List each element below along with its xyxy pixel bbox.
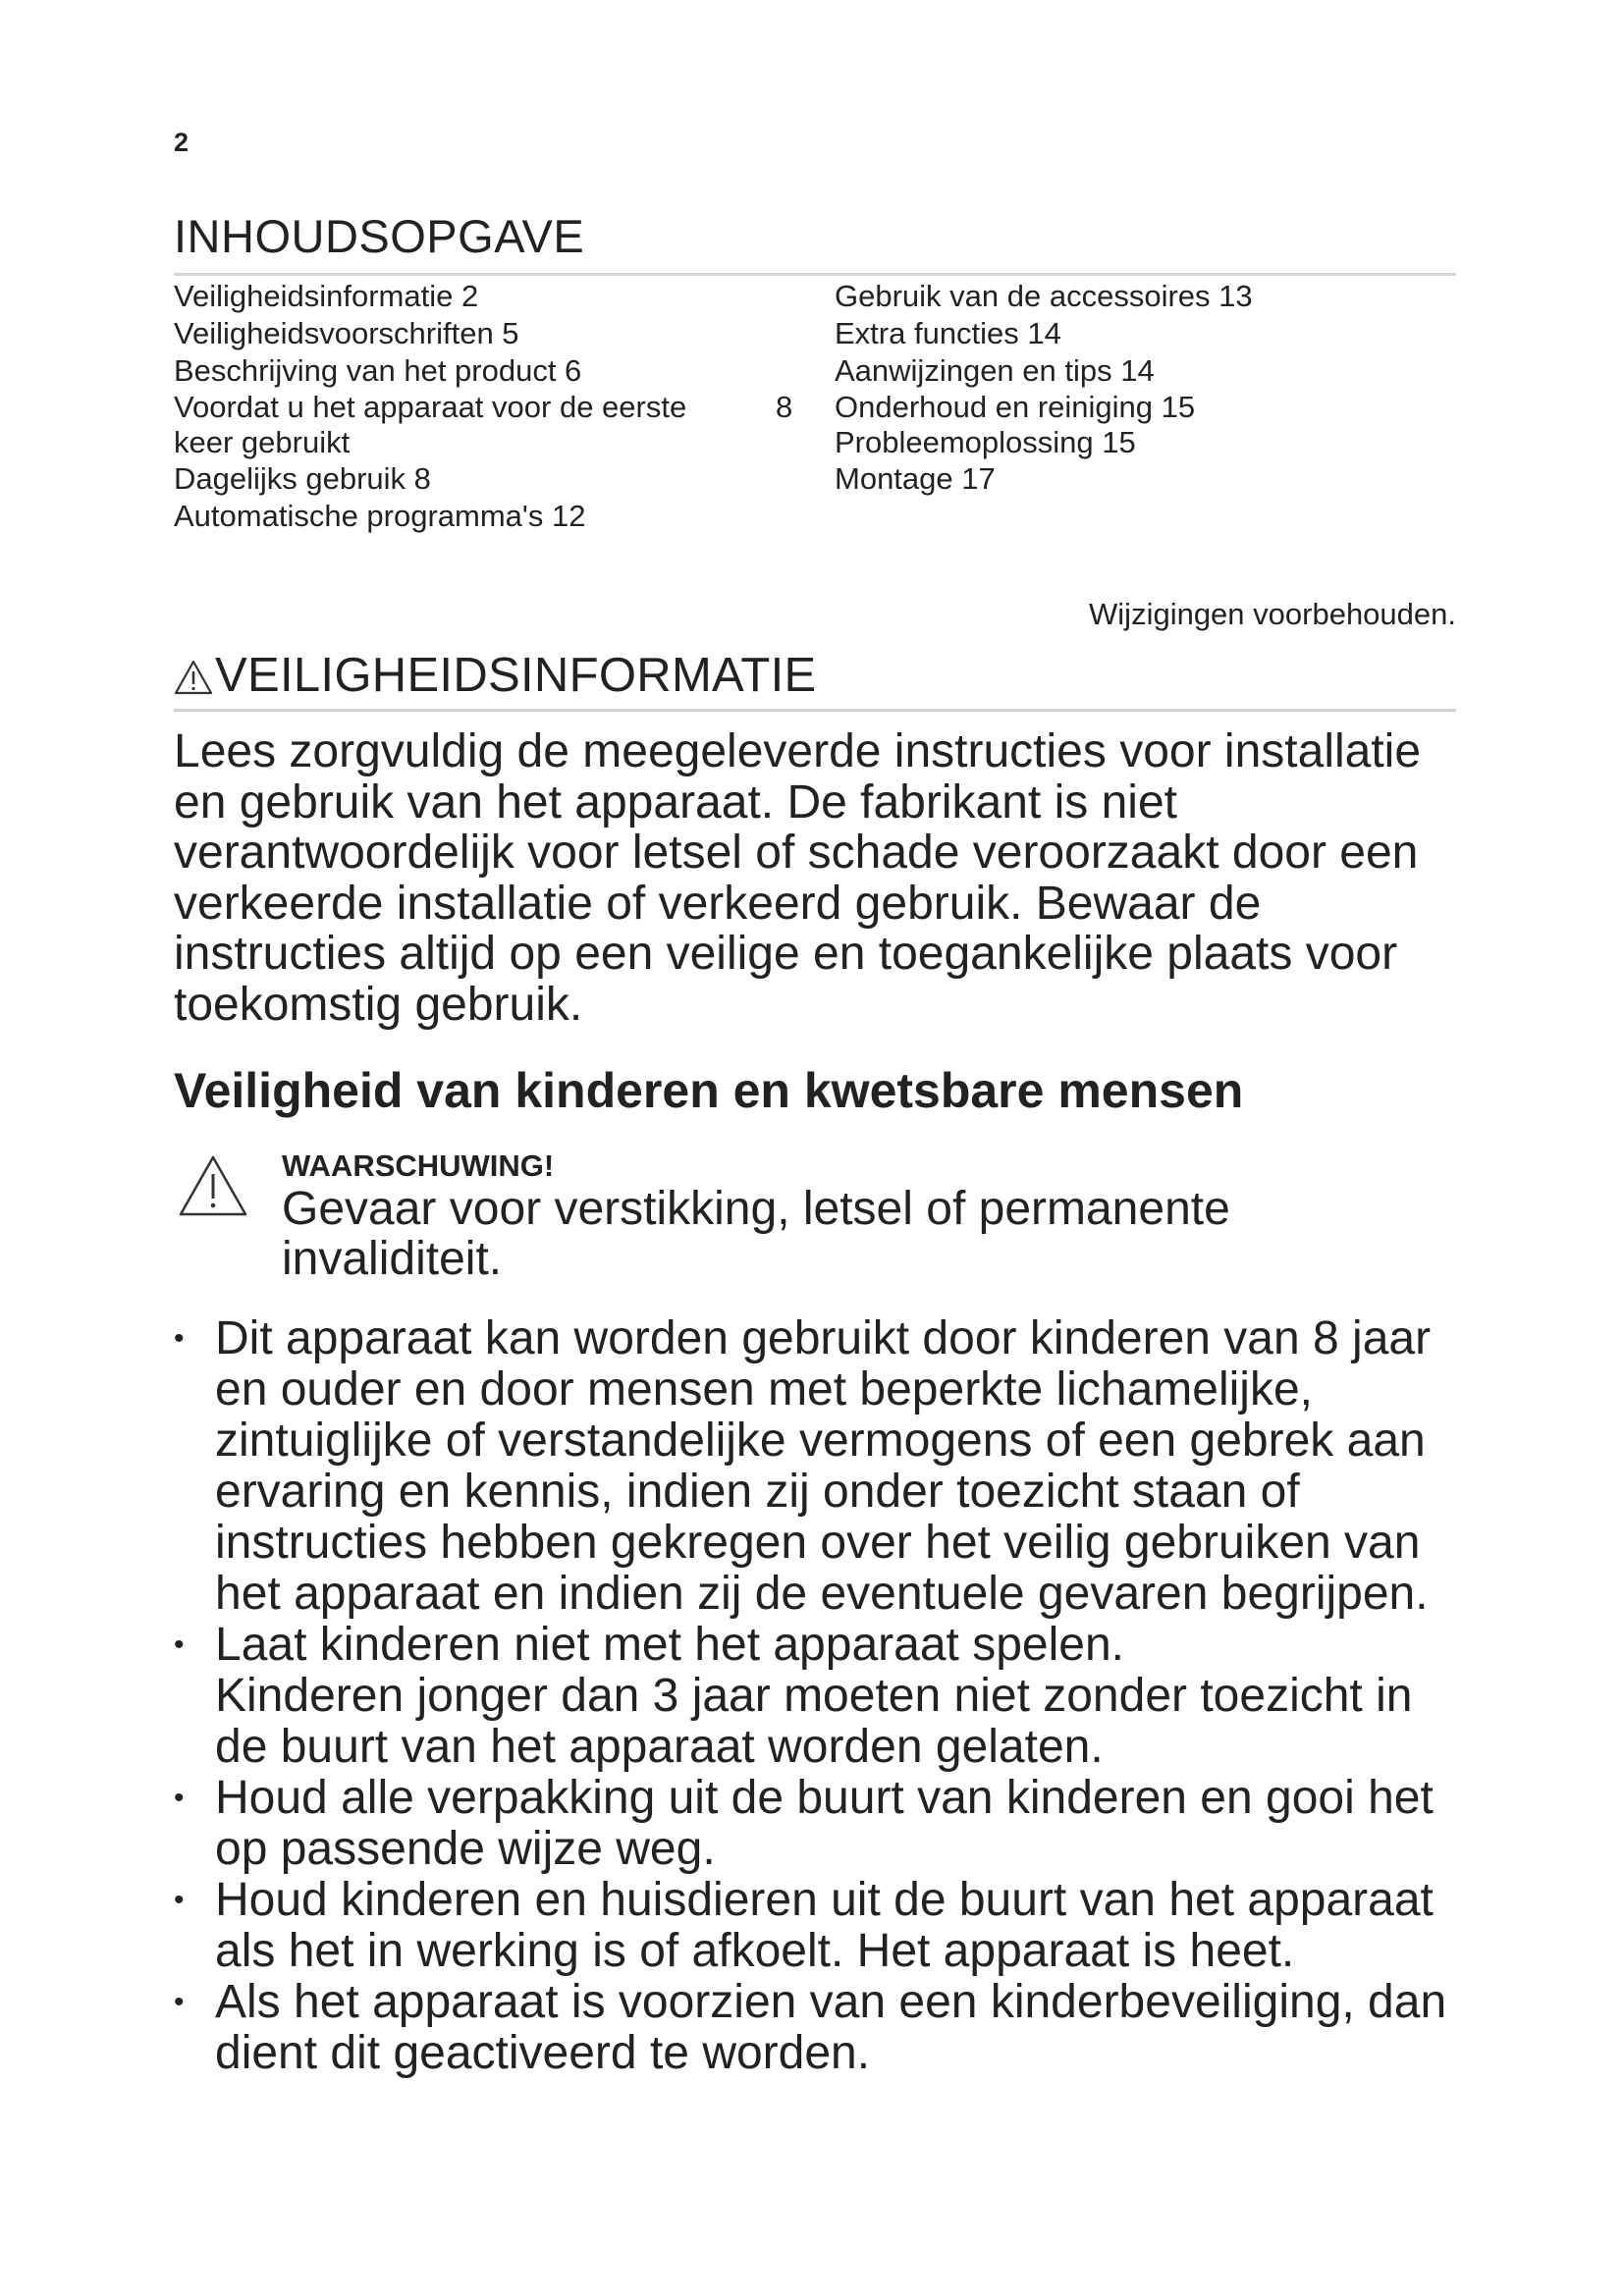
toc-item[interactable]: Automatische programma's 12 xyxy=(174,499,586,533)
toc-item-page: 8 xyxy=(776,390,793,424)
warning-text: Gevaar voor verstikking, letsel of permanente invaliditeit. xyxy=(282,1183,1230,1285)
toc-item[interactable]: Beschrijving van het product 6 xyxy=(174,353,582,388)
section-title-text: VEILIGHEIDSINFORMATIE xyxy=(215,649,817,702)
toc-divider xyxy=(174,273,1456,276)
bullet-icon: • xyxy=(174,1629,185,1661)
bullet-icon: • xyxy=(174,1884,185,1916)
toc-item[interactable] xyxy=(174,390,802,460)
toc-item[interactable]: Aanwijzingen en tips 14 xyxy=(835,353,1155,388)
toc-left-column xyxy=(174,278,802,535)
subheading: Veiligheid van kinderen en kwetsbare mensen xyxy=(174,1063,1244,1118)
page-number: 2 xyxy=(174,128,189,157)
list-item xyxy=(174,1620,1470,1773)
list-item xyxy=(174,1773,1470,1875)
section-divider xyxy=(174,709,1456,712)
toc-right-column xyxy=(835,278,1463,498)
list-item xyxy=(174,1977,1470,2079)
list-item-text: Als het apparaat is voorzien van een kinderbeveiliging, dan dient dit geactiveerd te worden. xyxy=(215,1976,1447,2079)
bullet-icon: • xyxy=(174,1986,185,2018)
toc-item[interactable]: Extra functies 14 xyxy=(835,316,1061,350)
toc-item[interactable]: Montage 17 xyxy=(835,461,996,496)
warning-triangle-icon xyxy=(174,660,213,695)
warning-label: WAARSCHUWING! xyxy=(282,1148,555,1183)
toc-item[interactable]: Probleemoplossing 15 xyxy=(835,425,1136,459)
list-item-text: Laat kinderen niet met het apparaat spelen. xyxy=(215,1619,1124,1671)
section-title xyxy=(174,648,817,703)
list-item-text: Houd alle verpakking uit de buurt van kinderen en gooi het op passende wijze weg. xyxy=(215,1772,1434,1875)
toc-title: INHOUDSOPGAVE xyxy=(174,210,585,262)
list-item xyxy=(174,1313,1470,1620)
bullet-icon: • xyxy=(174,1322,185,1355)
toc-item[interactable]: Gebruik van de accessoires 13 xyxy=(835,279,1253,313)
toc-item[interactable]: Veiligheidsinformatie 2 xyxy=(174,279,479,313)
toc-item[interactable]: Onderhoud en reiniging 15 xyxy=(835,390,1196,424)
toc-item[interactable]: Veiligheidsvoorschriften 5 xyxy=(174,316,519,350)
bullet-icon: • xyxy=(174,1782,185,1814)
toc-item[interactable]: Dagelijks gebruik 8 xyxy=(174,461,431,496)
toc-item-label: Voordat u het apparaat voor de eerste keer gebruikt xyxy=(174,390,687,459)
warning-triangle-icon xyxy=(178,1154,248,1217)
intro-paragraph: Lees zorgvuldig de meegeleverde instructies voor installatie en gebruik van het apparaat. De fabrikant is niet verantwoordelijk voor letsel of schade veroorzaakt door een verkeerde installatie of verkeerd gebruik. Bewaar de instructies altijd op een veilige en toegankelijke plaats voor toekomstig gebruik. xyxy=(174,725,1422,1031)
safety-bullet-list xyxy=(174,1313,1470,2079)
list-item-text: Kinderen jonger dan 3 jaar moeten niet zonder toezicht in de buurt van het apparaat worden gelaten. xyxy=(215,1670,1413,1773)
changes-notice: Wijzigingen voorbehouden. xyxy=(1089,597,1456,631)
list-item xyxy=(174,1875,1470,1977)
list-item-text: Houd kinderen en huisdieren uit de buurt van het apparaat als het in werking is of afkoelt. Het apparaat is heet. xyxy=(215,1874,1434,1977)
list-item-text: Dit apparaat kan worden gebruikt door kinderen van 8 jaar en ouder en door mensen met beperkte lichamelijke, zintuiglijke of verstandelijke vermogens of een gebrek aan ervaring en kennis, indien zij onder toezicht staan of instructies hebben gekregen over het veilig gebruiken van het apparaat en indien zij de eventuele gevaren begrijpen. xyxy=(215,1312,1432,1620)
